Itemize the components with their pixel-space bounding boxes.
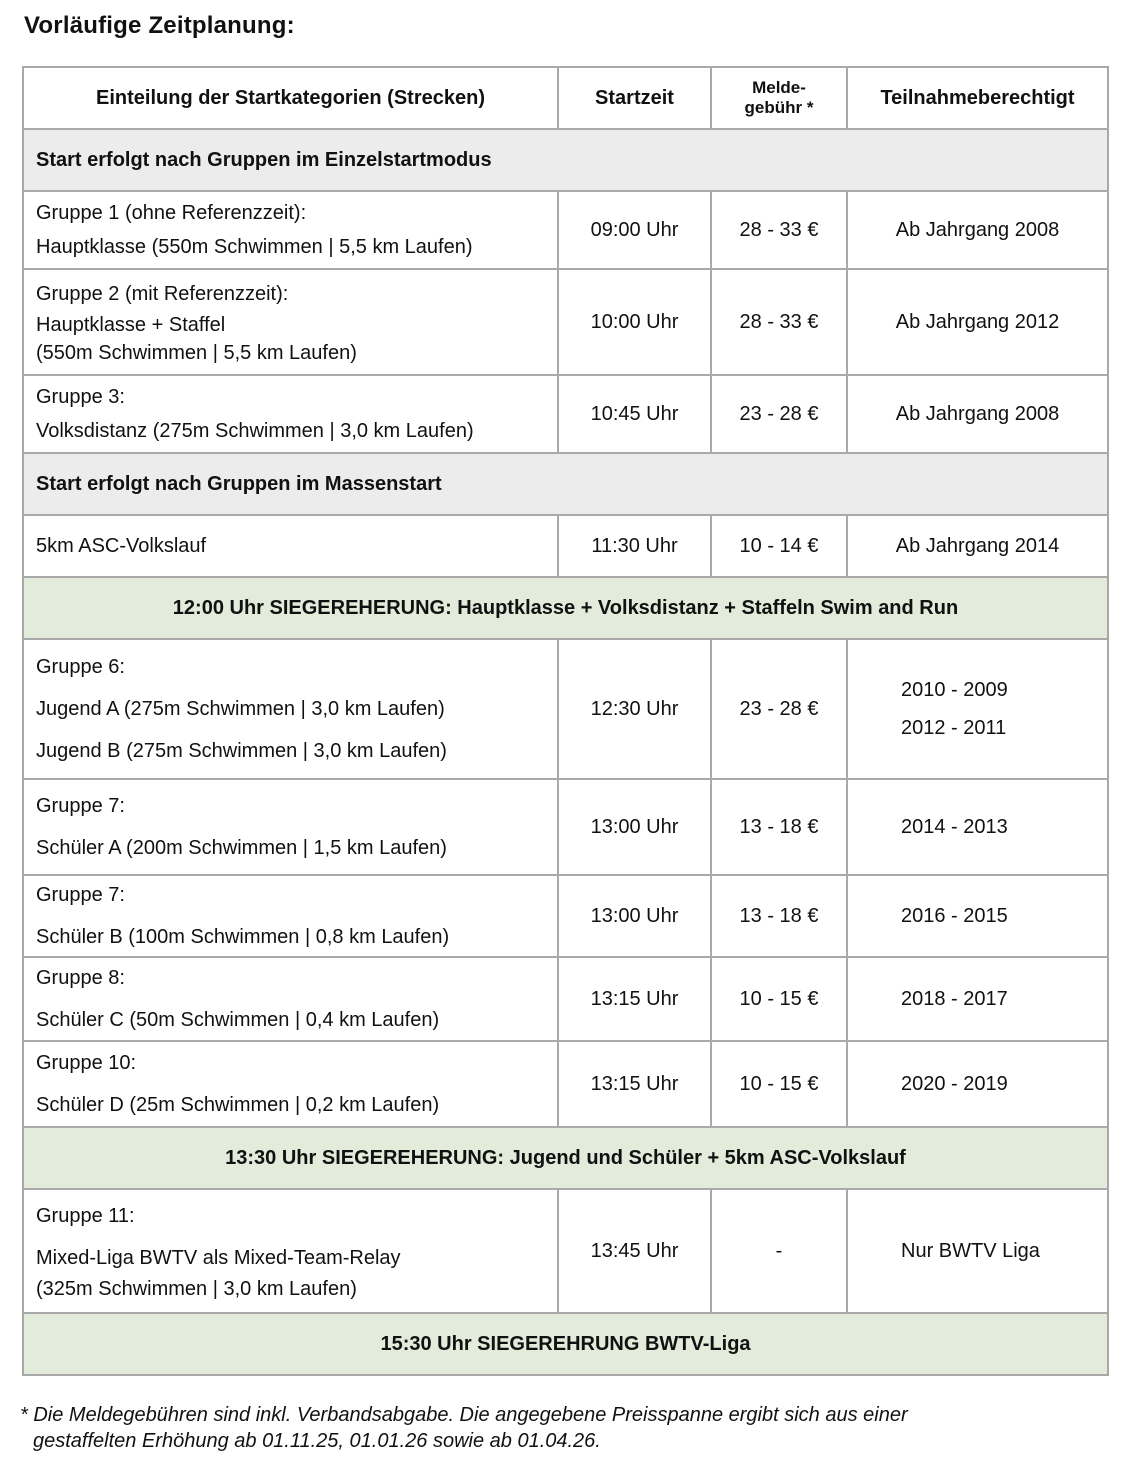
category-line: Gruppe 3: — [36, 386, 125, 408]
start-time-cell: 12:30 Uhr — [558, 639, 711, 779]
category-cell — [23, 779, 558, 875]
start-time-cell: 13:15 Uhr — [558, 1041, 711, 1127]
section-label: Start erfolgt nach Gruppen im Massenstart — [23, 453, 1108, 515]
header-fee-line1: Melde- — [752, 78, 806, 97]
category-cell — [23, 515, 558, 577]
fee-cell: 23 - 28 € — [711, 639, 847, 779]
table-row — [23, 1041, 1108, 1127]
fee-cell: 23 - 28 € — [711, 375, 847, 453]
section-row-mass — [23, 453, 1108, 515]
category-line: Gruppe 1 (ohne Referenzzeit): — [36, 202, 307, 224]
footnote-line2: gestaffelten Erhöhung ab 01.11.25, 01.01.26 sowie ab 01.04.26. — [33, 1430, 601, 1452]
ceremony-row — [23, 1127, 1108, 1189]
category-line: Jugend B (275m Schwimmen | 3,0 km Laufen) — [36, 740, 447, 762]
category-cell — [23, 1189, 558, 1313]
table-row — [23, 515, 1108, 577]
header-start-time: Startzeit — [558, 67, 711, 129]
fee-cell: 10 - 15 € — [711, 1041, 847, 1127]
start-time-cell: 13:00 Uhr — [558, 779, 711, 875]
fee-cell: 28 - 33 € — [711, 191, 847, 269]
category-line: Gruppe 7: — [36, 884, 125, 906]
eligibility-cell: 2020 - 2019 — [847, 1041, 1108, 1127]
table-row — [23, 779, 1108, 875]
start-time-cell: 11:30 Uhr — [558, 515, 711, 577]
category-line: Schüler C (50m Schwimmen | 0,4 km Laufen) — [36, 1009, 440, 1031]
page-title: Vorläufige Zeitplanung: — [24, 12, 295, 39]
category-line: Gruppe 6: — [36, 656, 125, 678]
fee-cell: 10 - 15 € — [711, 957, 847, 1041]
eligibility-cell: Ab Jahrgang 2014 — [847, 515, 1108, 577]
eligibility-line: 2012 - 2011 — [901, 717, 1007, 739]
header-fee-line2: gebühr * — [744, 98, 814, 117]
category-line: (550m Schwimmen | 5,5 km Laufen) — [36, 342, 357, 364]
category-line: Gruppe 7: — [36, 795, 125, 817]
ceremony-label: 12:00 Uhr SIEGEREHERUNG: Hauptklasse + Volksdistanz + Staffeln Swim and Run — [23, 577, 1108, 639]
category-cell — [23, 875, 558, 957]
table-row — [23, 957, 1108, 1041]
header-row — [23, 67, 1108, 129]
start-time-cell: 10:45 Uhr — [558, 375, 711, 453]
ceremony-row — [23, 577, 1108, 639]
section-row-individual — [23, 129, 1108, 191]
category-line: Gruppe 8: — [36, 967, 125, 989]
table-row — [23, 191, 1108, 269]
eligibility-line: 2010 - 2009 — [901, 679, 1008, 701]
fee-cell: - — [711, 1189, 847, 1313]
fee-cell: 10 - 14 € — [711, 515, 847, 577]
ceremony-label: 13:30 Uhr SIEGEREHERUNG: Jugend und Schüler + 5km ASC-Volkslauf — [23, 1127, 1108, 1189]
start-time-cell: 10:00 Uhr — [558, 269, 711, 375]
category-cell — [23, 191, 558, 269]
start-time-cell: 13:00 Uhr — [558, 875, 711, 957]
section-label: Start erfolgt nach Gruppen im Einzelstartmodus — [23, 129, 1108, 191]
ceremony-row — [23, 1313, 1108, 1375]
start-time-cell: 13:45 Uhr — [558, 1189, 711, 1313]
category-line: 5km ASC-Volkslauf — [36, 535, 207, 557]
fee-cell: 13 - 18 € — [711, 875, 847, 957]
table-row — [23, 375, 1108, 453]
eligibility-cell — [847, 639, 1108, 779]
eligibility-cell: Ab Jahrgang 2008 — [847, 375, 1108, 453]
category-cell — [23, 639, 558, 779]
header-eligibility: Teilnahmeberechtigt — [847, 67, 1108, 129]
fee-cell: 13 - 18 € — [711, 779, 847, 875]
header-category: Einteilung der Startkategorien (Strecken) — [23, 67, 558, 129]
eligibility-cell: Nur BWTV Liga — [847, 1189, 1108, 1313]
schedule-table — [22, 66, 1109, 1376]
category-line: Hauptklasse + Staffel — [36, 314, 226, 336]
footnote — [20, 1402, 1110, 1454]
category-line: Schüler D (25m Schwimmen | 0,2 km Laufen) — [36, 1094, 440, 1116]
table-row — [23, 1189, 1108, 1313]
category-line: Volksdistanz (275m Schwimmen | 3,0 km Laufen) — [36, 420, 474, 442]
category-line: Gruppe 10: — [36, 1052, 137, 1074]
table-row — [23, 875, 1108, 957]
category-line: Mixed-Liga BWTV als Mixed-Team-Relay — [36, 1247, 401, 1269]
category-cell — [23, 1041, 558, 1127]
category-line: Gruppe 11: — [36, 1205, 135, 1227]
table-row — [23, 269, 1108, 375]
category-line: Hauptklasse (550m Schwimmen | 5,5 km Laufen) — [36, 236, 473, 258]
category-line: Schüler B (100m Schwimmen | 0,8 km Laufen) — [36, 926, 450, 948]
category-line: Schüler A (200m Schwimmen | 1,5 km Laufen) — [36, 837, 447, 859]
eligibility-cell: 2014 - 2013 — [847, 779, 1108, 875]
eligibility-cell: Ab Jahrgang 2012 — [847, 269, 1108, 375]
eligibility-cell: 2016 - 2015 — [847, 875, 1108, 957]
table-row — [23, 639, 1108, 779]
footnote-line1: * Die Meldegebühren sind inkl. Verbandsabgabe. Die angegebene Preisspanne ergibt sich aus einer — [20, 1404, 908, 1426]
start-time-cell: 13:15 Uhr — [558, 957, 711, 1041]
fee-cell: 28 - 33 € — [711, 269, 847, 375]
eligibility-cell: Ab Jahrgang 2008 — [847, 191, 1108, 269]
eligibility-cell: 2018 - 2017 — [847, 957, 1108, 1041]
category-line: Gruppe 2 (mit Referenzzeit): — [36, 283, 289, 305]
category-cell — [23, 269, 558, 375]
category-cell — [23, 957, 558, 1041]
start-time-cell: 09:00 Uhr — [558, 191, 711, 269]
ceremony-label: 15:30 Uhr SIEGEREHRUNG BWTV-Liga — [23, 1313, 1108, 1375]
category-line: (325m Schwimmen | 3,0 km Laufen) — [36, 1278, 357, 1300]
category-cell — [23, 375, 558, 453]
category-line: Jugend A (275m Schwimmen | 3,0 km Laufen) — [36, 698, 445, 720]
header-fee — [711, 67, 847, 129]
